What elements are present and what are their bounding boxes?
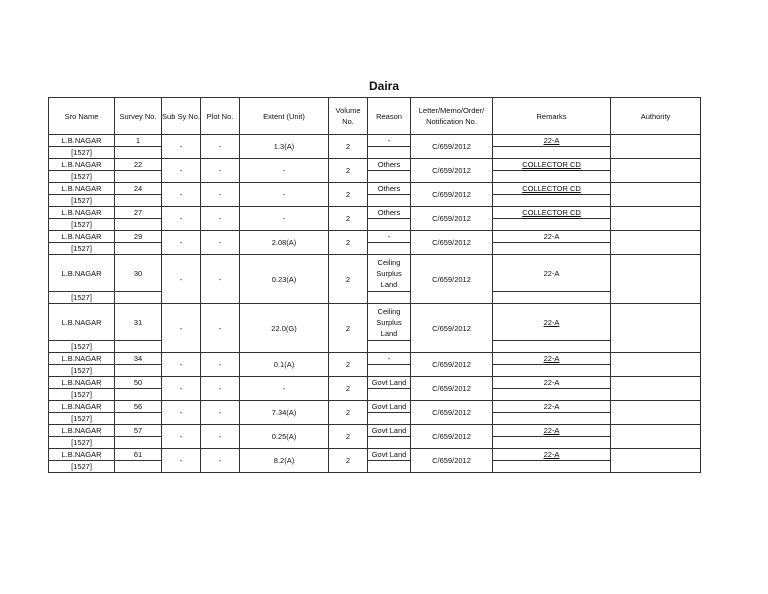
- remarks-blank: [493, 341, 611, 353]
- survey-no-blank: [115, 292, 162, 304]
- table-row-code: [49, 437, 701, 449]
- remarks-cell: COLLECTOR CD: [493, 183, 611, 195]
- survey-no-blank: [115, 171, 162, 183]
- extent-cell: 0.1(A): [240, 353, 329, 377]
- survey-no-cell: 27: [115, 207, 162, 219]
- reason-blank: [368, 292, 411, 304]
- remarks-cell: 22-A: [493, 401, 611, 413]
- authority-cell: [611, 449, 701, 473]
- table-row: [49, 353, 701, 365]
- table-row-code: [49, 171, 701, 183]
- table-row-code: [49, 195, 701, 207]
- survey-no-blank: [115, 341, 162, 353]
- survey-no-cell: 34: [115, 353, 162, 365]
- plot-no-cell: -: [201, 401, 240, 425]
- volume-no-cell: 2: [329, 377, 368, 401]
- sro-name-cell: L.B.NAGAR: [49, 377, 115, 389]
- sub-sy-no-cell: -: [162, 255, 201, 304]
- survey-no-cell: 30: [115, 255, 162, 292]
- volume-no-cell: 2: [329, 135, 368, 159]
- authority-cell: [611, 207, 701, 231]
- extent-cell: -: [240, 183, 329, 207]
- sub-sy-no-cell: -: [162, 135, 201, 159]
- survey-no-blank: [115, 243, 162, 255]
- letter-no-cell: C/659/2012: [411, 207, 493, 231]
- volume-no-cell: 2: [329, 353, 368, 377]
- survey-no-blank: [115, 389, 162, 401]
- extent-cell: 1.3(A): [240, 135, 329, 159]
- letter-no-cell: C/659/2012: [411, 183, 493, 207]
- table-row: [49, 255, 701, 292]
- letter-no-cell: C/659/2012: [411, 425, 493, 449]
- plot-no-cell: -: [201, 135, 240, 159]
- letter-no-cell: C/659/2012: [411, 304, 493, 353]
- reason-blank: [368, 437, 411, 449]
- survey-no-cell: 31: [115, 304, 162, 341]
- plot-no-cell: -: [201, 207, 240, 231]
- sro-name-cell: L.B.NAGAR: [49, 183, 115, 195]
- reason-blank: [368, 389, 411, 401]
- plot-no-cell: -: [201, 449, 240, 473]
- sro-name-cell: L.B.NAGAR: [49, 401, 115, 413]
- remarks-blank: [493, 461, 611, 473]
- sro-code-cell: [1527]: [49, 219, 115, 231]
- sro-code-cell: [1527]: [49, 341, 115, 353]
- sub-sy-no-cell: -: [162, 183, 201, 207]
- survey-no-cell: 50: [115, 377, 162, 389]
- reason-blank: [368, 243, 411, 255]
- reason-cell: Others: [368, 183, 411, 195]
- volume-no-cell: 2: [329, 425, 368, 449]
- sro-name-cell: L.B.NAGAR: [49, 207, 115, 219]
- page-title: Daira: [368, 79, 400, 93]
- reason-blank: [368, 195, 411, 207]
- remarks-cell: 22-A: [493, 231, 611, 243]
- plot-no-cell: -: [201, 231, 240, 255]
- header-reason: Reason: [368, 98, 411, 135]
- header-plot-no: Plot No.: [201, 98, 240, 135]
- survey-no-cell: 29: [115, 231, 162, 243]
- plot-no-cell: -: [201, 425, 240, 449]
- header-sro-name: Sro Name: [49, 98, 115, 135]
- remarks-blank: [493, 437, 611, 449]
- survey-no-cell: 57: [115, 425, 162, 437]
- table-row-code: [49, 389, 701, 401]
- plot-no-cell: -: [201, 304, 240, 353]
- letter-no-cell: C/659/2012: [411, 255, 493, 304]
- header-extent: Extent (Unit): [240, 98, 329, 135]
- remarks-cell: 22-A: [493, 135, 611, 147]
- survey-no-cell: 61: [115, 449, 162, 461]
- reason-blank: [368, 171, 411, 183]
- reason-cell: -: [368, 231, 411, 243]
- table-row: [49, 207, 701, 219]
- authority-cell: [611, 183, 701, 207]
- sub-sy-no-cell: -: [162, 207, 201, 231]
- authority-cell: [611, 401, 701, 425]
- sro-name-cell: L.B.NAGAR: [49, 304, 115, 341]
- reason-cell: Govt Land: [368, 401, 411, 413]
- survey-no-cell: 24: [115, 183, 162, 195]
- table-row: [49, 449, 701, 461]
- letter-no-cell: C/659/2012: [411, 401, 493, 425]
- sub-sy-no-cell: -: [162, 425, 201, 449]
- reason-cell: -: [368, 353, 411, 365]
- volume-no-cell: 2: [329, 207, 368, 231]
- sro-code-cell: [1527]: [49, 389, 115, 401]
- reason-blank: [368, 413, 411, 425]
- letter-no-cell: C/659/2012: [411, 449, 493, 473]
- volume-no-cell: 2: [329, 183, 368, 207]
- extent-cell: -: [240, 159, 329, 183]
- sub-sy-no-cell: -: [162, 231, 201, 255]
- remarks-cell: 22-A: [493, 255, 611, 292]
- reason-blank: [368, 461, 411, 473]
- sro-name-cell: L.B.NAGAR: [49, 159, 115, 171]
- reason-blank: [368, 219, 411, 231]
- sro-name-cell: L.B.NAGAR: [49, 449, 115, 461]
- table-row: [49, 159, 701, 171]
- letter-no-cell: C/659/2012: [411, 231, 493, 255]
- reason-blank: [368, 365, 411, 377]
- table-row-code: [49, 341, 701, 353]
- remarks-blank: [493, 219, 611, 231]
- authority-cell: [611, 304, 701, 353]
- survey-no-cell: 1: [115, 135, 162, 147]
- reason-cell: Ceiling Surplus Land: [368, 304, 411, 341]
- remarks-blank: [493, 389, 611, 401]
- plot-no-cell: -: [201, 183, 240, 207]
- remarks-blank: [493, 365, 611, 377]
- sro-code-cell: [1527]: [49, 195, 115, 207]
- table-row: [49, 135, 701, 147]
- sro-code-cell: [1527]: [49, 365, 115, 377]
- table-row: [49, 377, 701, 389]
- sro-code-cell: [1527]: [49, 171, 115, 183]
- extent-cell: 2.08(A): [240, 231, 329, 255]
- letter-no-cell: C/659/2012: [411, 377, 493, 401]
- sro-code-cell: [1527]: [49, 292, 115, 304]
- header-volume-no: Volume No.: [329, 98, 368, 135]
- reason-cell: Govt Land: [368, 449, 411, 461]
- records-table: [48, 97, 701, 473]
- sro-name-cell: L.B.NAGAR: [49, 425, 115, 437]
- remarks-cell: 22-A: [493, 425, 611, 437]
- survey-no-blank: [115, 219, 162, 231]
- sro-code-cell: [1527]: [49, 147, 115, 159]
- remarks-blank: [493, 243, 611, 255]
- volume-no-cell: 2: [329, 401, 368, 425]
- reason-cell: Ceiling Surplus Land: [368, 255, 411, 292]
- sro-name-cell: L.B.NAGAR: [49, 135, 115, 147]
- remarks-cell: COLLECTOR CD: [493, 159, 611, 171]
- remarks-blank: [493, 292, 611, 304]
- sro-code-cell: [1527]: [49, 437, 115, 449]
- survey-no-blank: [115, 461, 162, 473]
- table-row-code: [49, 219, 701, 231]
- authority-cell: [611, 377, 701, 401]
- remarks-cell: COLLECTOR CD: [493, 207, 611, 219]
- survey-no-blank: [115, 413, 162, 425]
- table-row-code: [49, 413, 701, 425]
- plot-no-cell: -: [201, 255, 240, 304]
- header-letter-no: Letter/Memo/Order/ Notification No.: [411, 98, 493, 135]
- header-remarks: Remarks: [493, 98, 611, 135]
- remarks-cell: 22-A: [493, 449, 611, 461]
- volume-no-cell: 2: [329, 304, 368, 353]
- survey-no-blank: [115, 365, 162, 377]
- authority-cell: [611, 353, 701, 377]
- extent-cell: 22.0(G): [240, 304, 329, 353]
- remarks-blank: [493, 171, 611, 183]
- reason-cell: Govt Land: [368, 377, 411, 389]
- authority-cell: [611, 255, 701, 304]
- extent-cell: 0.23(A): [240, 255, 329, 304]
- sro-code-cell: [1527]: [49, 243, 115, 255]
- table-row-code: [49, 243, 701, 255]
- reason-blank: [368, 147, 411, 159]
- table-body: [49, 135, 701, 473]
- remarks-cell: 22-A: [493, 353, 611, 365]
- volume-no-cell: 2: [329, 255, 368, 304]
- extent-cell: 0.25(A): [240, 425, 329, 449]
- table-row: [49, 231, 701, 243]
- remarks-blank: [493, 195, 611, 207]
- table-row: [49, 401, 701, 413]
- reason-cell: Govt Land: [368, 425, 411, 437]
- volume-no-cell: 2: [329, 449, 368, 473]
- sub-sy-no-cell: -: [162, 377, 201, 401]
- volume-no-cell: 2: [329, 231, 368, 255]
- survey-no-cell: 22: [115, 159, 162, 171]
- table-row-code: [49, 461, 701, 473]
- table-row: [49, 425, 701, 437]
- extent-cell: -: [240, 207, 329, 231]
- remarks-blank: [493, 147, 611, 159]
- plot-no-cell: -: [201, 159, 240, 183]
- reason-cell: Others: [368, 159, 411, 171]
- authority-cell: [611, 231, 701, 255]
- sro-code-cell: [1527]: [49, 413, 115, 425]
- plot-no-cell: -: [201, 377, 240, 401]
- sub-sy-no-cell: -: [162, 159, 201, 183]
- header-authority: Authority: [611, 98, 701, 135]
- survey-no-blank: [115, 147, 162, 159]
- reason-blank: [368, 341, 411, 353]
- authority-cell: [611, 159, 701, 183]
- authority-cell: [611, 425, 701, 449]
- authority-cell: [611, 135, 701, 159]
- remarks-cell: 22-A: [493, 304, 611, 341]
- table-row-code: [49, 292, 701, 304]
- extent-cell: 8.2(A): [240, 449, 329, 473]
- plot-no-cell: -: [201, 353, 240, 377]
- reason-cell: Others: [368, 207, 411, 219]
- sub-sy-no-cell: -: [162, 304, 201, 353]
- survey-no-blank: [115, 195, 162, 207]
- sub-sy-no-cell: -: [162, 353, 201, 377]
- letter-no-cell: C/659/2012: [411, 353, 493, 377]
- table-row: [49, 304, 701, 341]
- letter-no-cell: C/659/2012: [411, 159, 493, 183]
- extent-cell: 7.34(A): [240, 401, 329, 425]
- sro-code-cell: [1527]: [49, 461, 115, 473]
- sub-sy-no-cell: -: [162, 449, 201, 473]
- sro-name-cell: L.B.NAGAR: [49, 231, 115, 243]
- sro-name-cell: L.B.NAGAR: [49, 255, 115, 292]
- header-survey-no: Survey No.: [115, 98, 162, 135]
- reason-cell: -: [368, 135, 411, 147]
- table-row-code: [49, 147, 701, 159]
- sro-name-cell: L.B.NAGAR: [49, 353, 115, 365]
- volume-no-cell: 2: [329, 159, 368, 183]
- extent-cell: -: [240, 377, 329, 401]
- survey-no-blank: [115, 437, 162, 449]
- header-row: [49, 98, 701, 135]
- table-row: [49, 183, 701, 195]
- remarks-cell: 22-A: [493, 377, 611, 389]
- survey-no-cell: 56: [115, 401, 162, 413]
- header-sub-sy-no: Sub Sy No.: [162, 98, 201, 135]
- table-row-code: [49, 365, 701, 377]
- letter-no-cell: C/659/2012: [411, 135, 493, 159]
- remarks-blank: [493, 413, 611, 425]
- sub-sy-no-cell: -: [162, 401, 201, 425]
